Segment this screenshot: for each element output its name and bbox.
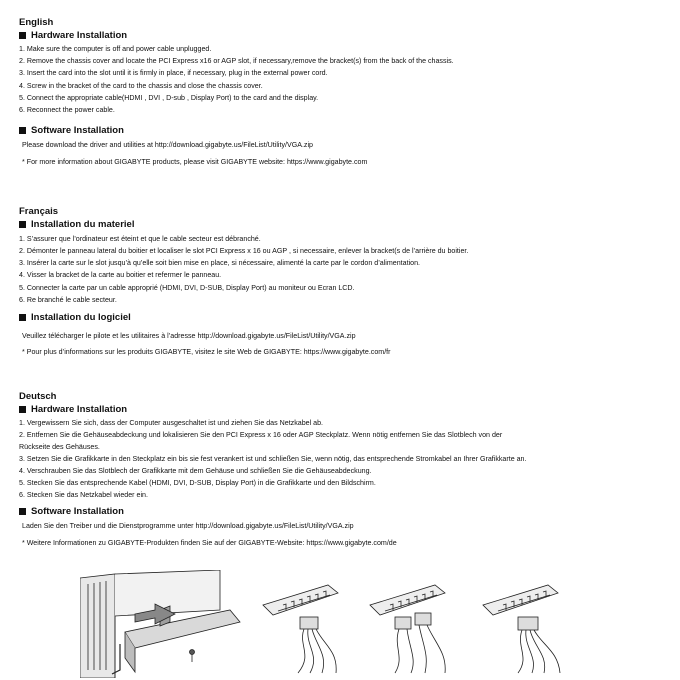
bullet-square-icon — [19, 221, 26, 228]
deutsch-step: 6. Stecken Sie das Netzkabel wieder ein. — [19, 491, 148, 499]
english-heading: English — [19, 17, 54, 28]
english-more-info: * For more information about GIGABYTE products, please visit GIGABYTE website: https://www.gigabyte.com — [22, 158, 368, 166]
english-step: 5. Connect the appropriate cable(HDMI , DVI , D-sub , Display Port) to the card and the display. — [19, 94, 319, 102]
english-step: 6. Reconnect the power cable. — [19, 106, 115, 114]
bullet-square-icon — [19, 127, 26, 134]
english-step: 2. Remove the chassis cover and locate the PCI Express x16 or AGP slot, if necessary,remove the bracket(s) from the back of the chassis. — [19, 57, 454, 65]
english-hardware-title: Hardware Installation — [19, 30, 127, 41]
bullet-square-icon — [19, 508, 26, 515]
deutsch-heading: Deutsch — [19, 391, 57, 402]
bullet-square-icon — [19, 406, 26, 413]
deutsch-step: 4. Verschrauben Sie das Slotblech der Grafikkarte mit dem Gehäuse und schließen Sie die Gehäuseabdeckung. — [19, 467, 372, 475]
english-step: 1. Make sure the computer is off and power cable unplugged. — [19, 45, 212, 53]
deutsch-step: 2. Entfernen Sie die Gehäuseabdeckung und lokalisieren Sie den PCI Express x 16 oder AGP Steckplatz. Wenn nötig entfernen Sie das Slotblech von der — [19, 431, 503, 439]
deutsch-hardware-title: Hardware Installation — [19, 404, 127, 415]
deutsch-more-info: * Weitere Informationen zu GIGABYTE-Produkten finden Sie auf der GIGABYTE-Website: https://www.gigabyte.com/de — [22, 539, 397, 547]
deutsch-step: 1. Vergewissern Sie sich, dass der Computer ausgeschaltet ist und ziehen Sie das Netzkabel ab. — [19, 419, 324, 427]
francais-software-title: Installation du logiciel — [19, 312, 131, 323]
deutsch-step: 3. Setzen Sie die Grafikkarte in den Steckplatz ein bis sie fest verankert ist und schließen Sie, wenn nötig, das entsprechende Stromkabel an Ihrer Grafikkarte an. — [19, 455, 527, 463]
francais-step: 4. Visser la bracket de la carte au boitier et refermer le panneau. — [19, 271, 222, 279]
deutsch-step: Rückseite des Gehäuses. — [19, 443, 100, 451]
deutsch-software-title: Software Installation — [19, 506, 124, 517]
deutsch-step: 5. Stecken Sie das entsprechende Kabel (HDMI, DVI, D-SUB, Display Port) in die Grafikkarte und den Bildschirm. — [19, 479, 376, 487]
power-cable-illustration-1 — [258, 575, 353, 675]
bullet-square-icon — [19, 314, 26, 321]
card-insertion-illustration — [80, 570, 245, 678]
english-download: Please download the driver and utilities at http://download.gigabyte.us/FileList/Utility/VGA.zip — [22, 141, 313, 149]
power-cable-illustration-2 — [365, 575, 460, 675]
francais-download: Veuillez télécharger le pilote et les utilitaires à l’adresse http://download.gigabyte.us/FileList/Utility/VGA.zip — [22, 332, 356, 340]
francais-step: 2. Démonter le panneau lateral du boitier et localiser le slot PCI Express x 16 ou AGP , si necessaire, enlever la bracket(s de l’arrière du boitier. — [19, 247, 469, 255]
francais-step: 3. Insérer la carte sur le slot jusqu’à qu’elle soit bien mise en place, si nécessaire, alimenté la carte par le cordon d’alimentation. — [19, 259, 421, 267]
francais-more-info: * Pour plus d’informations sur les produits GIGABYTE, visitez le site Web de GIGABYTE: https://www.gigabyte.com/fr — [22, 348, 391, 356]
english-software-title: Software Installation — [19, 125, 124, 136]
francais-hardware-title: Installation du materiel — [19, 219, 134, 230]
bullet-square-icon — [19, 32, 26, 39]
deutsch-download: Laden Sie den Treiber und die Dienstprogramme unter http://download.gigabyte.us/FileList/Utility/VGA.zip — [22, 522, 354, 530]
francais-step: 6. Re branché le cable secteur. — [19, 296, 117, 304]
english-step: 3. Insert the card into the slot until it is firmly in place, if necessary, plug in the external power cord. — [19, 69, 328, 77]
english-step: 4. Screw in the bracket of the card to the chassis and close the chassis cover. — [19, 82, 263, 90]
francais-step: 1. S’assurer que l’ordinateur est éteint et que le cable secteur est débranché. — [19, 235, 261, 243]
francais-heading: Français — [19, 206, 59, 217]
francais-step: 5. Connecter la carte par un cable approprié (HDMI, DVI, D-SUB, Display Port) au moniteur ou Ecran LCD. — [19, 284, 355, 292]
power-cable-illustration-3 — [478, 575, 578, 675]
